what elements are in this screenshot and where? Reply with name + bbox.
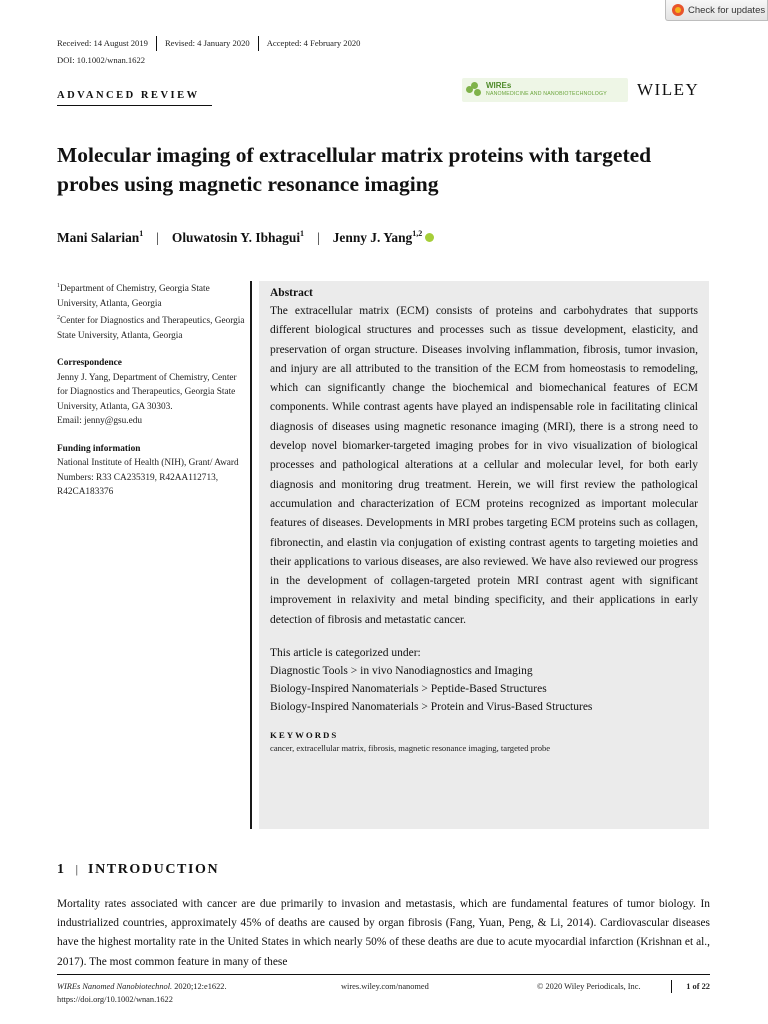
introduction-paragraph: Mortality rates associated with cancer are due primarily to invasion and metastasis, which are fundamental features of tumor biology. In industrialized countries, approximately 45% of deaths are caused by organ fibrosis (Fang, Yuan, Peng, & Li, 2014). Cardiovascular diseases have the highest mortality rate in the United States in which nearly 50% of these deaths are due to acute myocardial infarction (Krishnan et al., 2017). The most common feature in many of these bbox=[57, 898, 710, 968]
crossmark-icon bbox=[672, 4, 684, 16]
category-item[interactable]: Diagnostic Tools > in vivo Nanodiagnostics and Imaging bbox=[270, 665, 533, 678]
keywords-heading: KEYWORDS bbox=[270, 730, 339, 741]
journal-logo bbox=[462, 78, 628, 102]
author-name[interactable]: Oluwatosin Y. Ibhagui$^1$ bbox=[171, 229, 305, 245]
author-separator: | bbox=[317, 230, 320, 245]
category-item[interactable]: Biology-Inspired Nanomaterials > Protein and Virus-Based Structures bbox=[270, 701, 593, 714]
categories-heading: This article is categorized under: bbox=[270, 647, 421, 660]
correspondence-heading: Correspondence bbox=[57, 358, 122, 368]
affiliation: $^1$Department of Chemistry, Georgia State University, Atlanta, Georgia bbox=[57, 283, 210, 309]
author-name[interactable]: Mani Salarian$^1$ bbox=[57, 229, 144, 245]
category-item[interactable]: Biology-Inspired Nanomaterials > Peptide-Based Structures bbox=[270, 683, 547, 696]
keywords: cancer, extracellular matrix, fibrosis, magnetic resonance imaging, targeted probe bbox=[270, 743, 551, 754]
check-for-updates-label: Check for updates bbox=[688, 4, 766, 16]
accepted-date: Accepted: 4 February 2020 bbox=[266, 38, 361, 48]
footer-citation: WIREs Nanomed Nanobiotechnol. 2020;12:e1622. https://doi.org/10.1002/wnan.1622 bbox=[57, 982, 227, 1004]
section-rule bbox=[57, 105, 212, 106]
section-label: ADVANCED REVIEW bbox=[57, 90, 200, 101]
journal-logo-subtitle: NANOMEDICINE AND NANOBIOTECHNOLOGY bbox=[486, 91, 607, 97]
received-date: Received: 14 August 2019 bbox=[57, 36, 157, 51]
correspondence bbox=[57, 356, 247, 429]
footer-doi-link[interactable]: https://doi.org/10.1002/wnan.1622 bbox=[57, 995, 173, 1004]
correspondence-email[interactable]: Email: jenny@gsu.edu bbox=[57, 416, 142, 426]
page-number: 1 of 22 bbox=[671, 980, 710, 993]
wires-logo-icon bbox=[466, 82, 482, 98]
journal-logo-title: WIREs bbox=[486, 81, 512, 90]
introduction-heading bbox=[57, 862, 219, 878]
abstract-heading: Abstract bbox=[270, 287, 313, 299]
section-title: INTRODUCTION bbox=[88, 862, 220, 877]
abstract-rule bbox=[250, 281, 252, 829]
footer-rule bbox=[57, 974, 710, 975]
footer-site-link[interactable]: wires.wiley.com/nanomed bbox=[341, 982, 429, 991]
publisher-logo: WILEY bbox=[637, 80, 700, 99]
funding bbox=[57, 442, 247, 500]
funding-text: National Institute of Health (NIH), Grant/ Award Numbers: R33 CA235319, R42AA112713, R42CA183376 bbox=[57, 458, 239, 497]
affiliations bbox=[57, 279, 247, 343]
doi[interactable]: DOI: 10.1002/wnan.1622 bbox=[57, 55, 146, 65]
author-list bbox=[57, 229, 434, 246]
footer-copyright: © 2020 Wiley Periodicals, Inc. bbox=[537, 982, 641, 991]
section-number: 1 bbox=[57, 862, 66, 877]
article-info-sidebar bbox=[57, 279, 247, 513]
article-title: Molecular imaging of extracellular matrix proteins with targeted probes using magnetic resonance imaging bbox=[57, 143, 652, 196]
abstract-text: The extracellular matrix (ECM) consists of proteins and carbohydrates that supports different biological structures and processes such as tissue development, elasticity, and preservation of organ structure. Diseases involving inflammation, fibrosis, tumor invasion, and injury are all attributed to the transition of the ECM from homeostasis to remodeling, which can significantly change the biochemical and biomechanical features of ECM components. While contrast agents have played an indispensable role in facilitating clinical diagnosis of diseases using magnetic resonance imaging (MRI), there is a strong need to develop novel biomarker-targeted imaging probes for in vivo visualization of biological processes and pathological alterations at a cellular and molecular level, for both early diagnosis and monitoring drug treatment. Herein, we will first review the pathological accumulation and characterization of ECM proteins recognized as important molecular features of diseases. Developments in MRI probes targeting ECM proteins such as collagen, fibronectin, and elastin via conjugation of existing contrast agents to targeting moieties and their applications to various diseases, are also reviewed. We have also reviewed our progress in the development of collagen-targeted protein MRI contrast agent with significant improvement in relaxivity and metal binding specificity, and their applications in early detection of fibrosis and metastatic cancer. bbox=[270, 305, 698, 626]
abstract-box bbox=[259, 281, 709, 829]
article-dates bbox=[57, 36, 368, 51]
section-separator: | bbox=[75, 862, 79, 876]
affiliation: $^2$Center for Diagnostics and Therapeutics, Georgia State University, Atlanta, Georgia bbox=[57, 315, 245, 341]
orcid-icon[interactable] bbox=[425, 233, 434, 242]
author-separator: | bbox=[156, 230, 159, 245]
funding-heading: Funding information bbox=[57, 443, 141, 454]
author-name[interactable]: Jenny J. Yang$^{1,2}$ bbox=[332, 229, 423, 245]
check-for-updates-button[interactable] bbox=[665, 0, 768, 21]
correspondence-address: Jenny J. Yang, Department of Chemistry, Center for Diagnostics and Therapeutics, Georgia State University, Atlanta, GA 30303. bbox=[57, 372, 237, 412]
revised-date: Revised: 4 January 2020 bbox=[157, 36, 259, 51]
categories bbox=[270, 644, 698, 716]
